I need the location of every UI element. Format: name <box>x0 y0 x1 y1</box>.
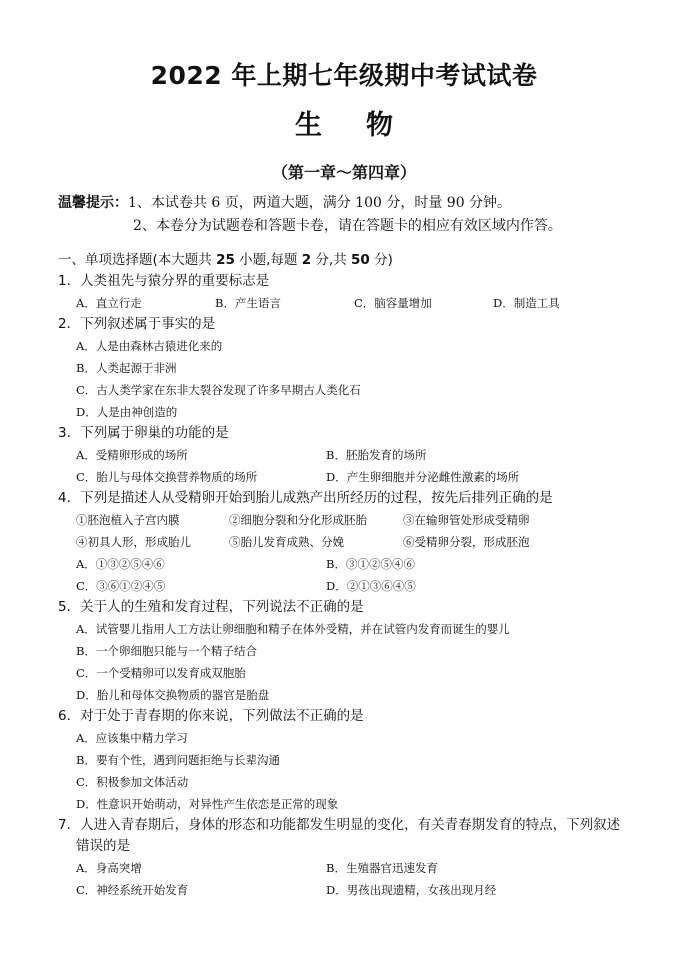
steps-row <box>58 531 658 553</box>
option-d: D．男孩出现遗精，女孩出现月经 <box>326 883 497 897</box>
option-a: A．直立行走 <box>76 296 142 310</box>
tips-line-1 <box>58 192 511 212</box>
question-stem-cont-text: 错误的是 <box>76 838 130 854</box>
section-total: 50 <box>351 252 370 268</box>
option-b: B．产生语言 <box>215 296 281 310</box>
step-1: ①胚泡植入子宫内膜 <box>76 513 180 527</box>
question-2 <box>58 314 658 423</box>
option-a: A．受精卵形成的场所 <box>76 448 188 462</box>
question-3 <box>58 423 658 488</box>
step-3: ③在输卵管处形成受精卵 <box>403 513 530 527</box>
option-b: B．胚胎发育的场所 <box>326 448 427 462</box>
tips-line-2: 2、本卷分为试题卷和答题卡卷，请在答题卡的相应有效区域内作答。 <box>133 218 562 234</box>
question-stem: 3．下列属于卵巢的功能的是 <box>58 425 229 441</box>
options-row <box>58 466 658 488</box>
step-4: ④初具人形，形成胎儿 <box>76 535 191 549</box>
question-stem: 2．下列叙述属于事实的是 <box>58 316 216 332</box>
options-row <box>58 575 658 597</box>
question-stem: 4．下列是描述人从受精卵开始到胎儿成熟产出所经历的过程，按先后排列正确的是 <box>58 490 553 506</box>
section-count: 25 <box>216 252 235 268</box>
option-c: C．积极参加文体活动 <box>76 775 189 789</box>
section-mid1: 小题,每题 <box>234 252 302 268</box>
question-stem: 6．对于处于青春期的你来说，下列做法不正确的是 <box>58 708 364 724</box>
section-suffix: 分) <box>369 252 393 268</box>
option-c: C．脑容量增加 <box>354 296 432 310</box>
option-d: D．制造工具 <box>493 296 560 310</box>
option-b: B．人类起源于非洲 <box>76 361 177 375</box>
option-c: C．一个受精卵可以发育成双胞胎 <box>76 666 246 680</box>
option-d: D．胎儿和母体交换物质的器官是胎盘 <box>76 688 270 702</box>
exam-subject: 生物 <box>295 110 437 141</box>
question-stem-continued <box>58 836 658 857</box>
option-b: B．要有个性，遇到问题拒绝与长辈沟通 <box>76 753 280 767</box>
option-d: D．产生卵细胞并分泌雌性激素的场所 <box>326 470 520 484</box>
section-points: 2 <box>301 252 312 268</box>
question-4 <box>58 488 658 597</box>
question-list <box>58 271 658 901</box>
question-7 <box>58 815 658 901</box>
options-row <box>58 553 658 575</box>
option-c: C．胎儿与母体交换营养物质的场所 <box>76 470 258 484</box>
option-d: D．②①③⑥④⑤ <box>326 579 416 593</box>
question-stem: 1．人类祖先与猿分界的重要标志是 <box>58 273 270 289</box>
option-b: B．③①②⑤④⑥ <box>326 557 415 571</box>
question-stem: 7．人进入青春期后，身体的形态和功能都发生明显的变化，有关青春期发育的特点，下列叙述 <box>58 817 621 833</box>
section-mid2: 分,共 <box>311 252 352 268</box>
step-6: ⑥受精卵分裂，形成胚泡 <box>403 535 530 549</box>
steps-row <box>58 509 658 531</box>
options-row <box>58 879 658 901</box>
options-row <box>58 444 658 466</box>
section-prefix: 一、单项选择题(本大题共 <box>58 252 217 268</box>
step-5: ⑤胎儿发育成熟、分娩 <box>229 535 344 549</box>
options-row <box>58 857 658 879</box>
option-a: A．人是由森林古猿进化来的 <box>76 339 223 353</box>
option-c: C．古人类学家在东非大裂谷发现了许多早期古人类化石 <box>76 383 361 397</box>
section-heading <box>58 248 393 268</box>
option-a: A．试管婴儿指用人工方法让卵细胞和精子在体外受精，并在试管内发育而诞生的婴儿 <box>76 622 510 636</box>
option-c: C．神经系统开始发育 <box>76 883 189 897</box>
exam-scope: （第一章～第四章） <box>271 163 416 182</box>
option-a: A．身高突增 <box>76 861 142 875</box>
option-a: A．①③②⑤④⑥ <box>76 557 165 571</box>
options-row <box>58 292 658 314</box>
question-stem: 5．关于人的生殖和发育过程，下列说法不正确的是 <box>58 599 364 615</box>
exam-title: 2022 年上期七年级期中考试试卷 <box>150 61 538 90</box>
option-c: C．③⑥①②④⑤ <box>76 579 166 593</box>
question-1 <box>58 271 658 314</box>
question-5 <box>58 597 658 706</box>
tips-label: 温馨提示： <box>58 195 128 211</box>
option-a: A．应该集中精力学习 <box>76 731 188 745</box>
option-b: B．一个卵细胞只能与一个精子结合 <box>76 644 257 658</box>
option-b: B．生殖器官迅速发育 <box>326 861 438 875</box>
tips-text-1: 1、本试卷共 6 页，两道大题，满分 100 分，时量 90 分钟。 <box>128 195 512 211</box>
step-2: ②细胞分裂和分化形成胚胎 <box>229 513 367 527</box>
option-d: D．性意识开始萌动，对异性产生依恋是正常的现象 <box>76 797 339 811</box>
question-6 <box>58 706 658 815</box>
option-d: D．人是由神创造的 <box>76 405 178 419</box>
